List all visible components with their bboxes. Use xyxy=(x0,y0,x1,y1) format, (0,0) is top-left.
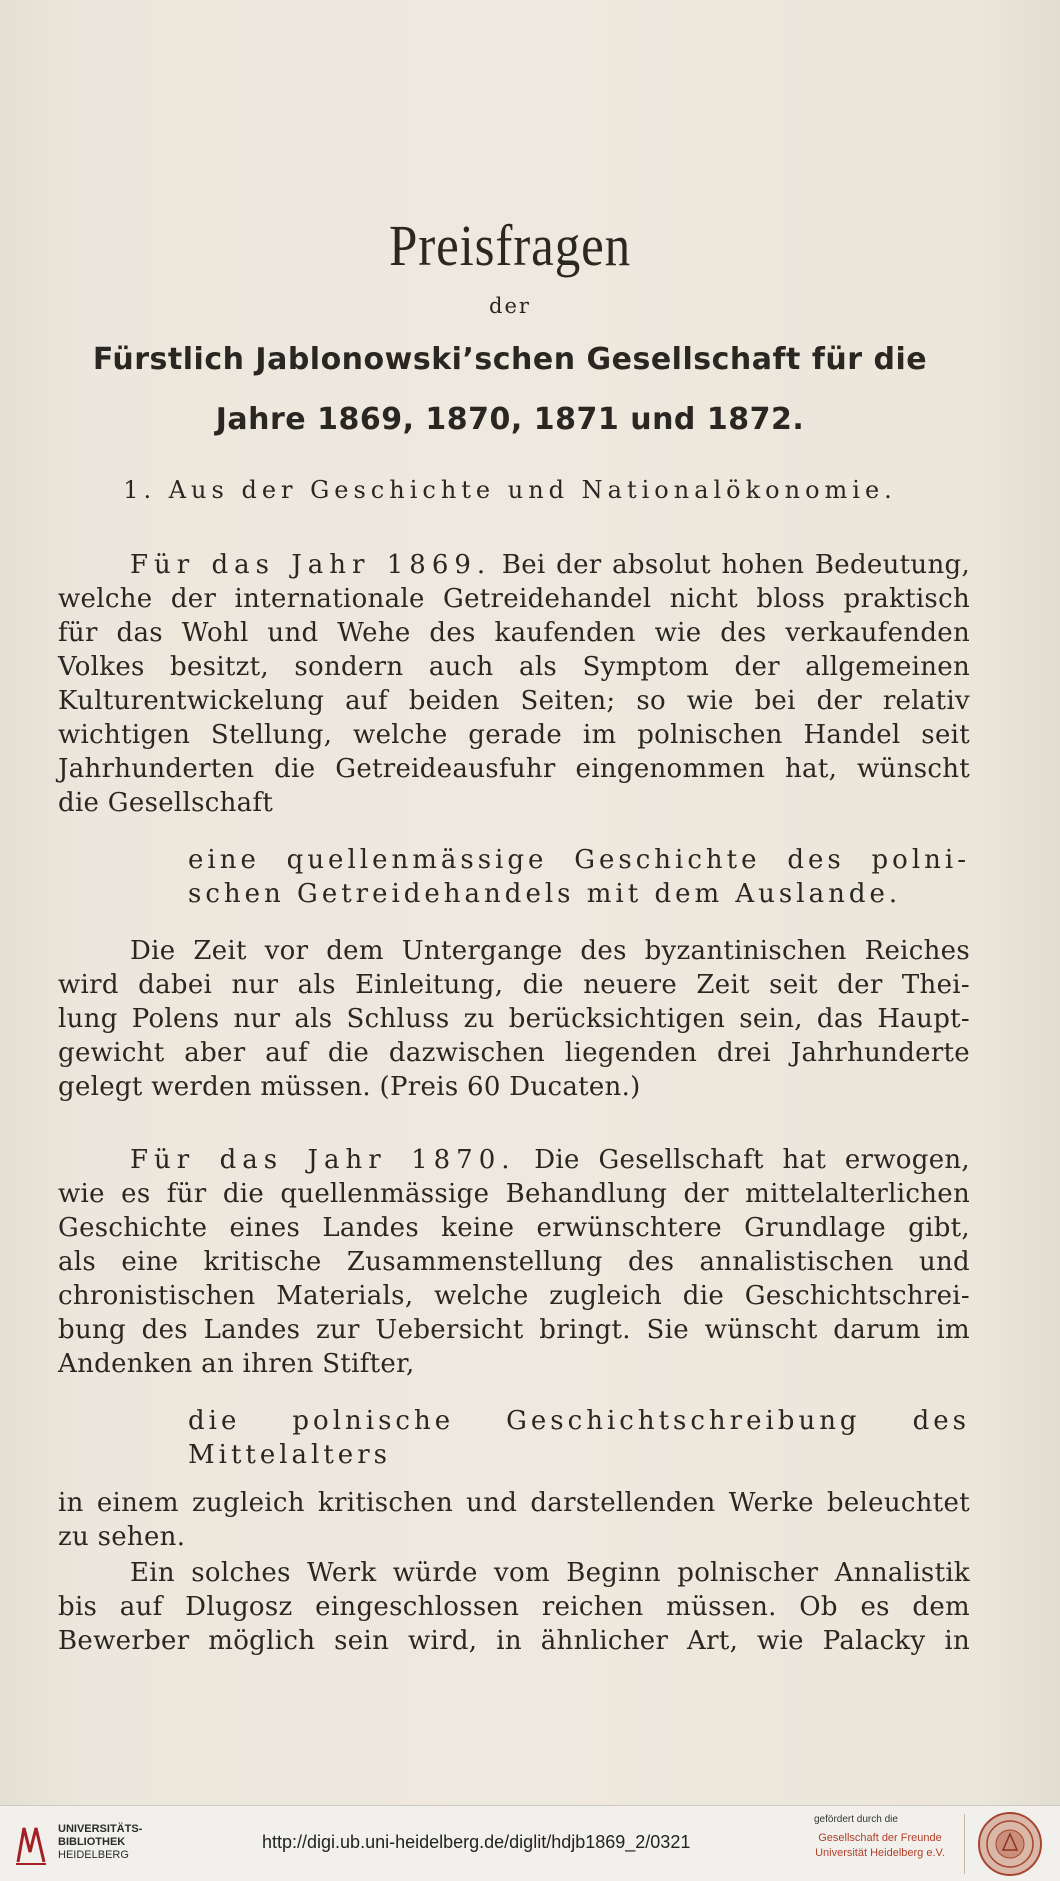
library-line-3: HEIDELBERG xyxy=(58,1849,129,1861)
text-line xyxy=(58,548,970,582)
text-line: Ein solches Werk würde vom Beginn polnischer Annalistik xyxy=(130,1558,970,1588)
text-line: gelegt werden müssen. (Preis 60 Ducaten.) xyxy=(58,1072,641,1102)
library-line-2: BIBLIOTHEK xyxy=(58,1836,126,1848)
emphasis-line: eine quellenmässige Geschichte des polni- xyxy=(188,845,970,875)
text-fragment: Bei der absolut hohen Bedeutung, xyxy=(491,550,971,580)
text-line: Die Zeit vor dem Untergange des byzantinischen Reiches xyxy=(130,936,970,966)
section-heading: 1. Aus der Geschichte und Nationalökonomie. xyxy=(123,476,897,504)
library-line-1: UNIVERSITÄTS- xyxy=(58,1823,143,1835)
text-line: zu sehen. xyxy=(58,1522,186,1552)
text-line: Andenken an ihren Stifter, xyxy=(58,1349,415,1379)
text-line: wird dabei nur als Einleitung, die neuere Zeit seit der Thei- xyxy=(58,970,970,1000)
footer-divider xyxy=(964,1814,965,1874)
emphasis-line: die polnische Geschichtschreibung des xyxy=(188,1406,970,1436)
year-lead: Für das Jahr 1870. xyxy=(130,1145,516,1175)
emphasis-line: schen Getreidehandels mit dem Auslande. xyxy=(188,879,902,909)
text-fragment: Die Gesellschaft hat erwogen, xyxy=(515,1145,970,1175)
university-seal-icon xyxy=(976,1810,1044,1878)
text-line: chronistischen Materials, welche zugleich die Geschichtschrei- xyxy=(58,1281,970,1311)
year-lead: Für das Jahr 1869. xyxy=(130,550,492,580)
footer-bar xyxy=(0,1805,1060,1881)
sponsor-name xyxy=(805,1831,955,1861)
text-line: Volkes besitzt, sondern auch als Symptom der allgemeinen xyxy=(58,652,970,682)
text-line: Kulturentwickelung auf beiden Seiten; so wie bei der relativ xyxy=(58,686,970,716)
text-line: wichtigen Stellung, welche gerade im polnischen Handel seit xyxy=(58,720,970,750)
text-line: Bewerber möglich sein wird, in ähnlicher Art, wie Palacky in xyxy=(58,1626,970,1656)
subtitle-der: der xyxy=(489,294,531,318)
text-line: als eine kritische Zusammenstellung des annalistischen und xyxy=(58,1247,970,1277)
text-line: für das Wohl und Wehe des kaufenden wie des verkaufenden xyxy=(58,618,970,648)
text-line: bung des Landes zur Uebersicht bringt. Sie wünscht darum im xyxy=(58,1315,970,1345)
sponsor-label: gefördert durch die xyxy=(814,1814,898,1825)
text-line: bis auf Dlugosz eingeschlossen reichen müssen. Ob es dem xyxy=(58,1592,970,1622)
years-heading: Jahre 1869, 1870, 1871 und 1872. xyxy=(215,402,805,437)
text-line: Jahrhunderten die Getreideausfuhr eingenommen hat, wünscht xyxy=(58,754,970,784)
society-heading: Fürstlich Jablonowski’schen Gesellschaft für die xyxy=(92,342,928,377)
text-line: die Gesellschaft xyxy=(58,788,274,818)
text-line: wie es für die quellenmässige Behandlung der mittelalterlichen xyxy=(58,1179,970,1209)
text-line xyxy=(58,1143,970,1177)
emphasis-line: Mittelalters xyxy=(188,1440,391,1470)
text-line: in einem zugleich kritischen und darstellenden Werke beleuchtet xyxy=(58,1488,970,1518)
university-library-logo-icon xyxy=(14,1822,48,1866)
library-name xyxy=(58,1823,142,1862)
text-line: Geschichte eines Landes keine erwünschtere Grundlage gibt, xyxy=(58,1213,970,1243)
page-title: Preisfragen xyxy=(388,213,632,278)
text-line: welche der internationale Getreidehandel nicht bloss praktisch xyxy=(58,584,970,614)
sponsor-line-1: Gesellschaft der Freunde xyxy=(818,1832,942,1844)
text-line: gewicht aber auf die dazwischen liegenden drei Jahrhunderte xyxy=(58,1038,970,1068)
sponsor-line-2: Universität Heidelberg e.V. xyxy=(815,1847,945,1859)
text-line: lung Polens nur als Schluss zu berücksichtigen sein, das Haupt- xyxy=(58,1004,970,1034)
source-url-link[interactable]: http://digi.ub.uni-heidelberg.de/diglit/hdjb1869_2/0321 xyxy=(262,1832,691,1852)
